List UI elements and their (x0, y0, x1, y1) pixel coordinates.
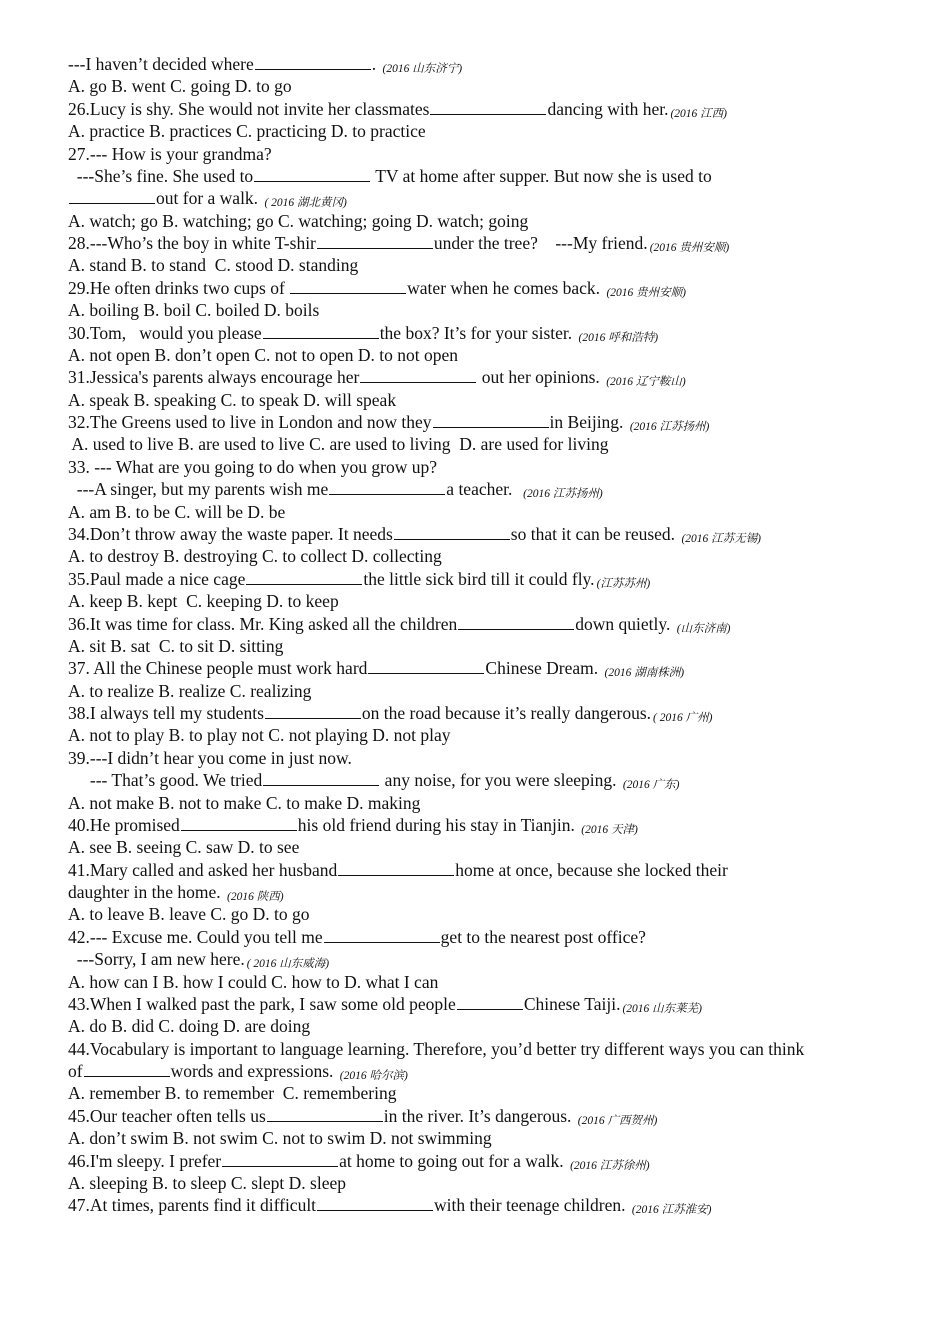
line-text: A. practice B. practices C. practicing D. to practice (68, 121, 426, 142)
text-line (68, 948, 329, 970)
answer-blank[interactable] (338, 859, 454, 876)
line-text: A. stand B. to stand C. stood D. standing (68, 255, 359, 276)
line-text: with their teenage children. (434, 1195, 630, 1216)
text-line (68, 881, 284, 903)
line-text: . (371, 54, 381, 74)
text-line (68, 1060, 408, 1082)
text-line (68, 747, 352, 769)
line-text: 42.--- Excuse me. Could you tell me (68, 926, 323, 947)
text-line (68, 859, 728, 881)
answer-blank[interactable] (267, 1105, 383, 1122)
line-text: the little sick bird till it could fly. (363, 568, 595, 589)
line-text: A. go B. went C. going D. to go (68, 76, 292, 97)
line-text: A. to destroy B. destroying C. to collect D. collecting (68, 546, 442, 567)
source-note: (2016 贵州安顺) (649, 242, 730, 255)
source-note: (2016 广东) (622, 779, 680, 792)
source-note: (2016 辽宁鞍山) (606, 376, 686, 389)
line-text: A. to leave B. leave C. go D. to go (68, 904, 310, 925)
line-text: A. not to play B. to play not C. not playing D. not play (68, 725, 451, 746)
line-text: home at once, because she locked their (455, 859, 728, 880)
line-text: A. see B. seeing C. saw D. to see (68, 837, 300, 858)
source-note: (2016 哈尔滨) (339, 1070, 408, 1083)
source-note: (2016 天津) (581, 823, 638, 836)
text-line (68, 1038, 804, 1060)
line-text: Chinese Taiji. (523, 993, 621, 1014)
text-line (68, 299, 319, 321)
text-line (68, 1015, 310, 1037)
line-text: his old friend during his stay in Tianjin. (297, 814, 580, 835)
line-text: the box? It’s for your sister. (379, 322, 577, 343)
text-line (68, 366, 686, 388)
line-text: 29.He often drinks two cups of (68, 277, 290, 298)
source-note: (2016 江苏无锡) (681, 532, 761, 545)
line-text: 33. --- What are you going to do when you grow up? (68, 456, 438, 477)
text-line (68, 254, 358, 276)
answer-blank[interactable] (368, 657, 484, 674)
answer-blank[interactable] (246, 568, 362, 585)
answer-blank[interactable] (265, 702, 361, 719)
line-text: 44.Vocabulary is important to language learning. Therefore, you’d better try different ways you can think (68, 1038, 805, 1059)
answer-blank[interactable] (181, 814, 297, 831)
text-line (68, 545, 442, 567)
line-text: daughter in the home. (68, 882, 225, 903)
line-text: A. keep B. kept C. keeping D. to keep (68, 591, 339, 612)
line-text: TV at home after supper. But now she is used to (371, 165, 712, 186)
source-note: (2016 山东莱芜) (622, 1002, 702, 1015)
source-note: (2016 山东济宁) (382, 63, 463, 75)
line-text: 28.---Who’s the boy in white T-shir (68, 233, 316, 254)
source-note: (江苏苏州) (596, 577, 651, 590)
source-note: (2016 湖南株洲) (604, 667, 685, 680)
line-text: out for a walk. (156, 188, 263, 209)
text-line (68, 389, 396, 411)
line-text: A. sit B. sat C. to sit D. sitting (68, 635, 284, 656)
text-line (68, 344, 458, 366)
text-line (68, 501, 285, 523)
text-line (68, 792, 420, 814)
line-text: dancing with her. (547, 98, 669, 119)
line-text: 39.---I didn’t hear you come in just now. (68, 747, 352, 768)
text-line (68, 143, 272, 165)
line-text: of (68, 1061, 83, 1082)
text-line (68, 98, 727, 120)
text-line (68, 635, 283, 657)
answer-blank[interactable] (394, 523, 510, 540)
line-text: 37. All the Chinese people must work hard (68, 658, 368, 679)
line-text: A. not make B. not to make C. to make D. making (68, 792, 421, 813)
text-line (68, 971, 438, 993)
line-text: A. boiling B. boil C. boiled D. boils (68, 300, 320, 321)
line-text: ---Sorry, I am new here. (68, 949, 245, 970)
line-text: 32.The Greens used to live in London and now they (68, 412, 432, 433)
text-line (68, 613, 730, 635)
line-text: 30.Tom, would you please (68, 322, 262, 343)
line-text: out her opinions. (477, 367, 605, 388)
answer-blank[interactable] (263, 769, 379, 786)
line-text: ---She’s fine. She used to (68, 165, 254, 186)
line-text: in Beijing. (549, 412, 628, 433)
text-line (68, 433, 608, 455)
text-line (68, 702, 712, 724)
text-line (68, 523, 761, 545)
line-text: A. am B. to be C. will be D. be (68, 501, 286, 522)
line-text: 43.When I walked past the park, I saw some old people (68, 993, 456, 1014)
source-note: (2016 陕西) (226, 891, 284, 904)
text-line (68, 456, 437, 478)
line-text: under the tree? ---My friend. (433, 233, 648, 254)
answer-blank[interactable] (329, 478, 445, 495)
source-note: (2016 呼和浩特) (578, 331, 659, 344)
text-line (68, 478, 603, 500)
text-line (68, 1150, 650, 1172)
answer-blank[interactable] (457, 993, 523, 1010)
line-text: any noise, for you were sleeping. (380, 770, 621, 791)
answer-blank[interactable] (360, 366, 476, 383)
line-text: 47.At times, parents find it difficult (68, 1195, 317, 1216)
answer-blank[interactable] (430, 98, 546, 115)
line-text: 46.I'm sleepy. I prefer (68, 1150, 222, 1171)
text-line (68, 210, 528, 232)
text-line (68, 680, 311, 702)
text-line (68, 187, 347, 209)
text-line (68, 836, 299, 858)
line-text: --- That’s good. We tried (68, 770, 263, 791)
line-text: A. watch; go B. watching; go C. watching; going D. watch; going (68, 210, 529, 231)
answer-blank[interactable] (324, 926, 440, 943)
line-text: ---I haven’t decided where (68, 54, 254, 74)
source-note: (2016 江苏徐州) (570, 1159, 650, 1172)
source-note: (2016 江苏淮安) (631, 1204, 712, 1217)
line-text: 38.I always tell my students (68, 703, 264, 724)
text-line (68, 1127, 492, 1149)
source-note: (2016 广西贺州) (577, 1114, 658, 1127)
text-line (68, 75, 292, 97)
line-text: A. sleeping B. to sleep C. slept D. sleep (68, 1173, 347, 1193)
line-text: ---A singer, but my parents wish me (68, 479, 329, 500)
line-text: down quietly. (575, 613, 675, 634)
answer-blank[interactable] (222, 1150, 338, 1167)
answer-blank[interactable] (290, 277, 406, 294)
line-text: 34.Don’t throw away the waste paper. It needs (68, 523, 393, 544)
text-line (68, 926, 646, 948)
text-line (68, 903, 310, 925)
source-note: ( 2016 山东威海) (246, 958, 330, 971)
line-text: Chinese Dream. (485, 658, 603, 679)
source-note: (2016 江西) (670, 107, 728, 120)
text-line (68, 568, 650, 590)
answer-blank[interactable] (254, 165, 370, 182)
source-note: ( 2016 湖北黄冈) (264, 197, 347, 210)
answer-blank[interactable] (317, 232, 433, 249)
line-text: A. don’t swim B. not swim C. not to swim D. not swimming (68, 1128, 492, 1149)
line-text: A. speak B. speaking C. to speak D. will speak (68, 389, 397, 410)
answer-blank[interactable] (69, 187, 155, 204)
answer-blank[interactable] (84, 1060, 170, 1077)
source-note: ( 2016 广州) (653, 712, 713, 725)
text-line (68, 814, 638, 836)
line-text: on the road because it’s really dangerous. (361, 703, 652, 724)
text-line (68, 657, 684, 679)
text-line (68, 724, 451, 746)
line-text: 36.It was time for class. Mr. King asked all the children (68, 613, 458, 634)
text-line (68, 411, 709, 433)
line-text: 27.--- How is your grandma? (68, 143, 272, 164)
line-text: water when he comes back. (407, 277, 605, 298)
text-line (68, 1105, 657, 1127)
line-text: words and expressions. (170, 1061, 338, 1082)
line-text: A. to realize B. realize C. realizing (68, 680, 312, 701)
text-line (68, 165, 712, 187)
text-line (68, 232, 729, 254)
answer-blank[interactable] (317, 1194, 433, 1211)
text-line (68, 277, 686, 299)
line-text: at home to going out for a walk. (339, 1150, 569, 1171)
line-text: 26.Lucy is shy. She would not invite her classmates (68, 98, 430, 119)
line-text: 31.Jessica's parents always encourage her (68, 367, 360, 388)
source-note: (山东济南) (676, 622, 731, 635)
text-line (68, 120, 426, 142)
answer-blank[interactable] (255, 53, 371, 70)
text-line (68, 322, 658, 344)
line-text: a teacher. (446, 479, 522, 500)
text-line (68, 993, 702, 1015)
line-text: 41.Mary called and asked her husband (68, 859, 338, 880)
text-line (68, 1082, 397, 1104)
answer-blank[interactable] (263, 322, 379, 339)
line-text: A. do B. did C. doing D. are doing (68, 1016, 311, 1037)
source-note: (2016 江苏扬州) (523, 488, 603, 501)
line-text: 45.Our teacher often tells us (68, 1105, 266, 1126)
source-note: (2016 贵州安顺) (606, 286, 686, 299)
line-text: get to the nearest post office? (440, 926, 646, 947)
source-note: (2016 江苏扬州) (629, 421, 710, 434)
answer-blank[interactable] (433, 411, 549, 428)
text-line (68, 1194, 711, 1216)
line-text: 40.He promised (68, 814, 180, 835)
line-text: A. used to live B. are used to live C. are used to living D. are used for living (68, 434, 609, 455)
line-text: A. how can I B. how I could C. how to D. what I can (68, 971, 439, 992)
line-text: in the river. It’s dangerous. (383, 1105, 576, 1126)
text-line (68, 769, 679, 791)
line-text: A. not open B. don’t open C. not to open D. to not open (68, 344, 458, 365)
text-line (68, 590, 339, 612)
text-line (68, 53, 462, 75)
line-text: 35.Paul made a nice cage (68, 568, 246, 589)
line-text: A. remember B. to remember C. remembering (68, 1083, 397, 1104)
answer-blank[interactable] (458, 613, 574, 630)
text-line (68, 1172, 346, 1194)
line-text: so that it can be reused. (510, 523, 680, 544)
